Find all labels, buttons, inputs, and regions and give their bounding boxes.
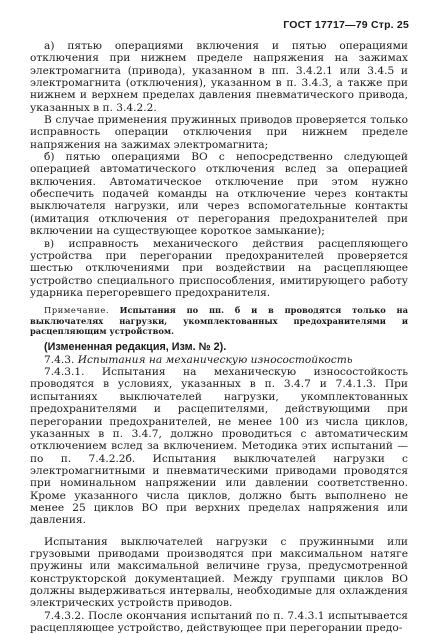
- paragraph-item-a: а) пятью операциями включения и пятью операциями отключения при нижнем пределе напряжения на зажимах электромагнита (привода), указанном в пп. 3.4.2.1 или 3.4.5 и электромагнита (отключения), указанном в п. 3.4.3, а также при нижнем и верхнем пределах давления пневматического привода, указанных в п. 3.4.2.2.: [30, 40, 408, 114]
- paragraph-item-v: в) исправность механического действия расцепляющего устройства при перегорании предохранителей проверяется шестью отключениями при воздействии на расцепляющее устройство специального приспособления, имитирующего работу ударника перегоревшего предохранителя.: [30, 237, 408, 299]
- note: [30, 305, 408, 336]
- amendment-note: (Измененная редакция, Изм. № 2).: [44, 341, 227, 354]
- section-number: 7.4.3.: [44, 353, 75, 366]
- section-title: Испытания на механическую износостойкость: [77, 353, 353, 366]
- section-heading: [30, 354, 408, 366]
- paragraph-7-4-3-1: 7.4.3.1. Испытания на механическую износостойкость проводятся в условиях, указанных в п. 3.4.7 и 7.4.1.3. При испытаниях выключателей нагрузки, укомплектованных предохранителями и расцепителями, действующими при перегорании предохранителей, не менее 100 из числа циклов, указанных в п. 3.4.7, должно проводиться с автоматическим отключением вслед за включением. Методика этих испытаний — по п. 7.4.2.2б. Испытания выключателей нагрузки с электромагнитными и пневматическими приводами проводятся при номинальном напряжении или давлении соответственно. Кроме указанного числа циклов, должно быть выполнено не менее 25 циклов ВО при верхних пределах напряжения или давления.: [30, 366, 408, 527]
- paragraph-gap: [30, 527, 408, 536]
- page-header: ГОСТ 17717—79 Стр. 25: [283, 19, 409, 31]
- paragraph-item-b: б) пятью операциями ВО с непосредственно следующей операцией автоматического отключения вслед за операцией включения. Автоматическое отключение при этом нужно обеспечить подачей команды на отключение через контакты выключателя нагрузки, или через вспомогательные контакты (имитация отключения от перегорания предохранителей при включении на существующее короткое замыкание);: [30, 151, 408, 238]
- paragraph-spring-load-drives: Испытания выключателей нагрузки с пружинными или грузовыми приводами производятся при максимальном натяге пружины или максимальной величине груза, предусмотренной конструкторской документацией. Между группами циклов ВО должны выдерживаться интервалы, необходимые для охлаждения электрических устройств приводов.: [30, 535, 408, 610]
- body-text: [30, 40, 408, 634]
- paragraph-spring-drives: В случае применения пружинных приводов проверяется только исправность операции отключения при нижнем пределе напряжения на зажимах электромагнита;: [30, 114, 408, 151]
- note-label: Примечание.: [44, 305, 110, 316]
- paragraph-7-4-3-2: 7.4.3.2. После окончания испытаний по п. 7.4.3.1 испытывается расцепляющее устройство, действующее при перегорании предо-: [30, 609, 408, 634]
- note-text: Испытания по пп. б и в проводятся только на выключателях нагрузки, укомплектованных предохранителями и расцепляющим устройством.: [30, 305, 408, 337]
